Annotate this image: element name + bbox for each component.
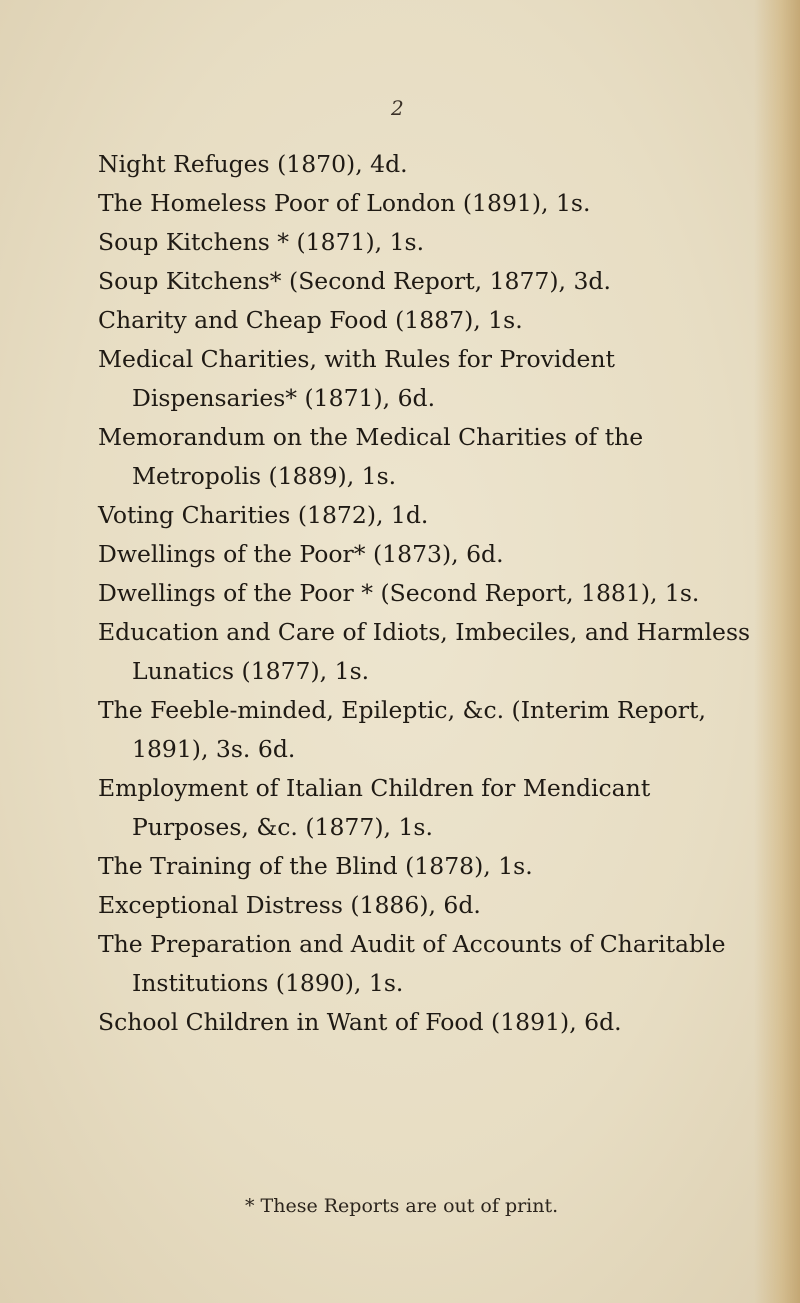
footnote: * These Reports are out of print.	[245, 1195, 559, 1217]
list-item: Soup Kitchens * (1871), 1s.	[98, 228, 425, 256]
list-item: Memorandum on the Medical Charities of the Metropolis (1889), 1s.	[98, 423, 644, 490]
list-item: The Preparation and Audit of Accounts of Charitable Institutions (1890), 1s.	[98, 930, 726, 997]
page-edge-shading	[754, 0, 800, 1303]
list-item: Medical Charities, with Rules for Provident Dispensaries* (1871), 6d.	[98, 345, 615, 412]
list-item: Night Refuges (1870), 4d.	[98, 150, 408, 178]
list-item: The Homeless Poor of London (1891), 1s.	[98, 189, 591, 217]
list-item: The Training of the Blind (1878), 1s.	[98, 852, 533, 880]
list-item: School Children in Want of Food (1891), 6d.	[98, 1008, 622, 1036]
list-item: Dwellings of the Poor* (1873), 6d.	[98, 540, 504, 568]
list-item: Exceptional Distress (1886), 6d.	[98, 891, 481, 919]
list-item: Charity and Cheap Food (1887), 1s.	[98, 306, 523, 334]
list-item: Dwellings of the Poor * (Second Report, 1881), 1s.	[98, 579, 700, 607]
publication-list	[98, 145, 758, 1042]
list-item: Employment of Italian Children for Mendicant Purposes, &c. (1877), 1s.	[98, 774, 651, 841]
page-number: 2	[391, 96, 404, 120]
list-item: Voting Charities (1872), 1d.	[98, 501, 429, 529]
list-item: Education and Care of Idiots, Imbeciles, and Harmless Lunatics (1877), 1s.	[98, 618, 751, 685]
list-item: Soup Kitchens* (Second Report, 1877), 3d.	[98, 267, 611, 295]
list-item: The Feeble-minded, Epileptic, &c. (Interim Report, 1891), 3s. 6d.	[98, 696, 706, 763]
